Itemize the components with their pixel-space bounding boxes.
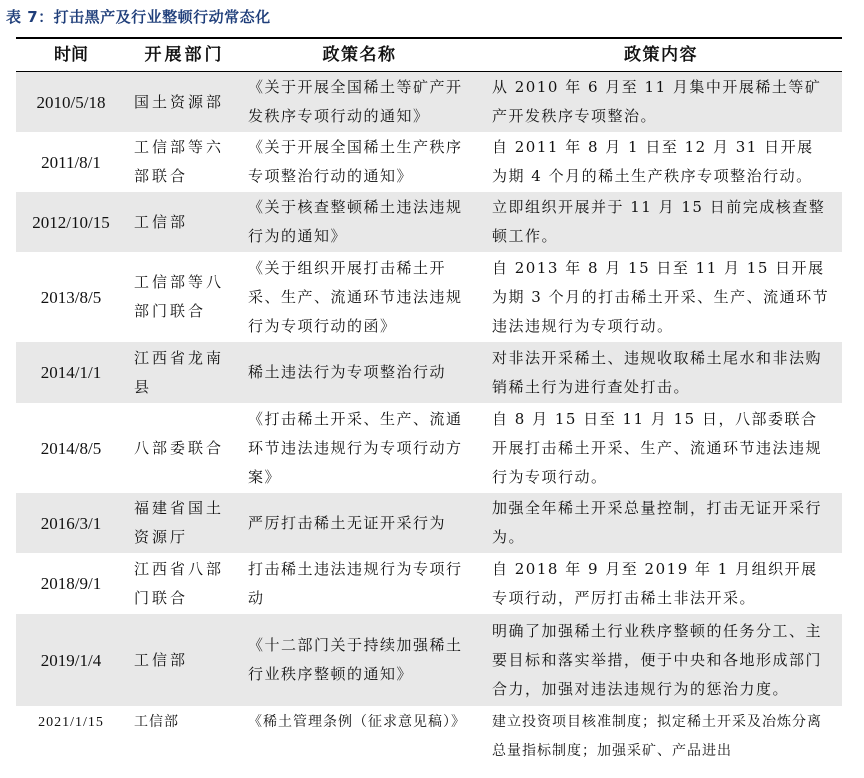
cell-policy-content: 自 2018 年 9 月至 2019 年 1 月组织开展专项行动，严厉打击稀土非法开采。 (492, 559, 818, 607)
cell-policy-name: 打击稀土违法违规行为专项行动 (248, 559, 463, 607)
cell-policy-name: 《关于组织开展打击稀土开采、生产、流通环节违法违规行为专项行动的函》 (248, 258, 463, 335)
cell-policy-name: 《关于核查整顿稀土违法违规行为的通知》 (248, 198, 463, 245)
cell-policy-content: 对非法开采稀土、违规收取稀土尾水和非法购销稀土行为进行查处打击。 (492, 348, 823, 396)
table-row (16, 342, 842, 403)
table-caption: 表 7：打击黑产及行业整顿行动常态化 (6, 8, 271, 26)
cell-time: 2018/9/1 (40, 574, 102, 593)
cell-department: 工信部 (134, 714, 179, 730)
cell-policy-name: 《十二部门关于持续加强稀土行业秩序整顿的通知》 (248, 636, 463, 683)
table-row (16, 132, 842, 192)
cell-time: 2019/1/4 (40, 650, 102, 670)
table-row (16, 252, 842, 342)
cell-policy-content: 立即组织开展并于 11 月 15 日前完成核查整顿工作。 (492, 198, 826, 245)
cell-department: 福建省国土资源厅 (134, 499, 225, 546)
cell-policy-content: 自 2013 年 8 月 15 日至 11 月 15 日开展为期 3 个月的打击稀土开采、生产、流通环节违法违规行为专项行动。 (492, 258, 830, 335)
header-department: 开展部门 (144, 44, 225, 65)
cell-policy-content: 建立投资项目核准制度；拟定稀土开采及冶炼分离总量指标制度；加强采矿、产品进出 (492, 714, 822, 759)
header-policy-content: 政策内容 (624, 44, 698, 65)
header-policy-name: 政策名称 (322, 44, 397, 65)
cell-time: 2014/8/5 (40, 438, 102, 458)
cell-policy-name: 《关于开展全国稀土等矿产开发秩序专项行动的通知》 (248, 78, 463, 125)
cell-policy-name: 严厉打击稀土无证开采行为 (248, 513, 447, 532)
table-row (16, 706, 842, 776)
table-row (16, 614, 842, 706)
cell-time: 2016/3/1 (40, 513, 102, 533)
cell-policy-name: 稀土违法行为专项整治行动 (248, 363, 447, 381)
cell-policy-name: 《关于开展全国稀土生产秩序专项整治行动的通知》 (248, 138, 463, 185)
cell-policy-content: 自 8 月 15 日至 11 月 15 日，八部委联合开展打击稀土开采、生产、流通环节违法违规行为专项行动。 (492, 409, 823, 486)
cell-policy-name: 《打击稀土开采、生产、流通环节违法违规行为专项行动方案》 (248, 409, 463, 486)
table-row (16, 192, 842, 252)
table-header-row (16, 39, 842, 72)
table-row (16, 553, 842, 614)
cell-department: 工信部等六部联合 (134, 138, 225, 185)
cell-policy-content: 加强全年稀土开采总量控制，打击无证开采行为。 (492, 499, 823, 546)
cell-time: 2013/8/5 (40, 287, 102, 307)
cell-department: 江西省龙南县 (134, 348, 225, 396)
cell-time: 2021/1/15 (38, 715, 104, 730)
table-row (16, 72, 842, 132)
cell-department: 工信部等八部门联合 (134, 273, 225, 320)
table-row (16, 403, 842, 493)
header-time: 时间 (54, 44, 88, 65)
cell-policy-content: 自 2011 年 8 月 1 日至 12 月 31 日开展为期 4 个月的稀土生产秩序专项整治行动。 (492, 138, 814, 185)
cell-time: 2012/10/15 (32, 212, 110, 232)
cell-policy-content: 明确了加强稀土行业秩序整顿的任务分工、主要目标和落实举措，便于中央和各地形成部门合力，加强对违法违规行为的惩治力度。 (492, 621, 823, 698)
cell-department: 江西省八部门联合 (134, 559, 225, 607)
cell-policy-name: 《稀土管理条例（征求意见稿）》 (248, 714, 466, 730)
cell-department: 国土资源部 (134, 92, 225, 111)
cell-department: 工信部 (134, 212, 189, 231)
cell-department: 工信部 (134, 650, 189, 669)
cell-department: 八部委联合 (134, 438, 225, 457)
policy-table (16, 37, 842, 776)
cell-time: 2010/5/18 (36, 92, 106, 112)
cell-time: 2014/1/1 (40, 363, 102, 382)
cell-time: 2011/8/1 (41, 152, 101, 172)
cell-policy-content: 从 2010 年 6 月至 11 月集中开展稀土等矿产开发秩序专项整治。 (492, 78, 822, 125)
table-row (16, 493, 842, 553)
